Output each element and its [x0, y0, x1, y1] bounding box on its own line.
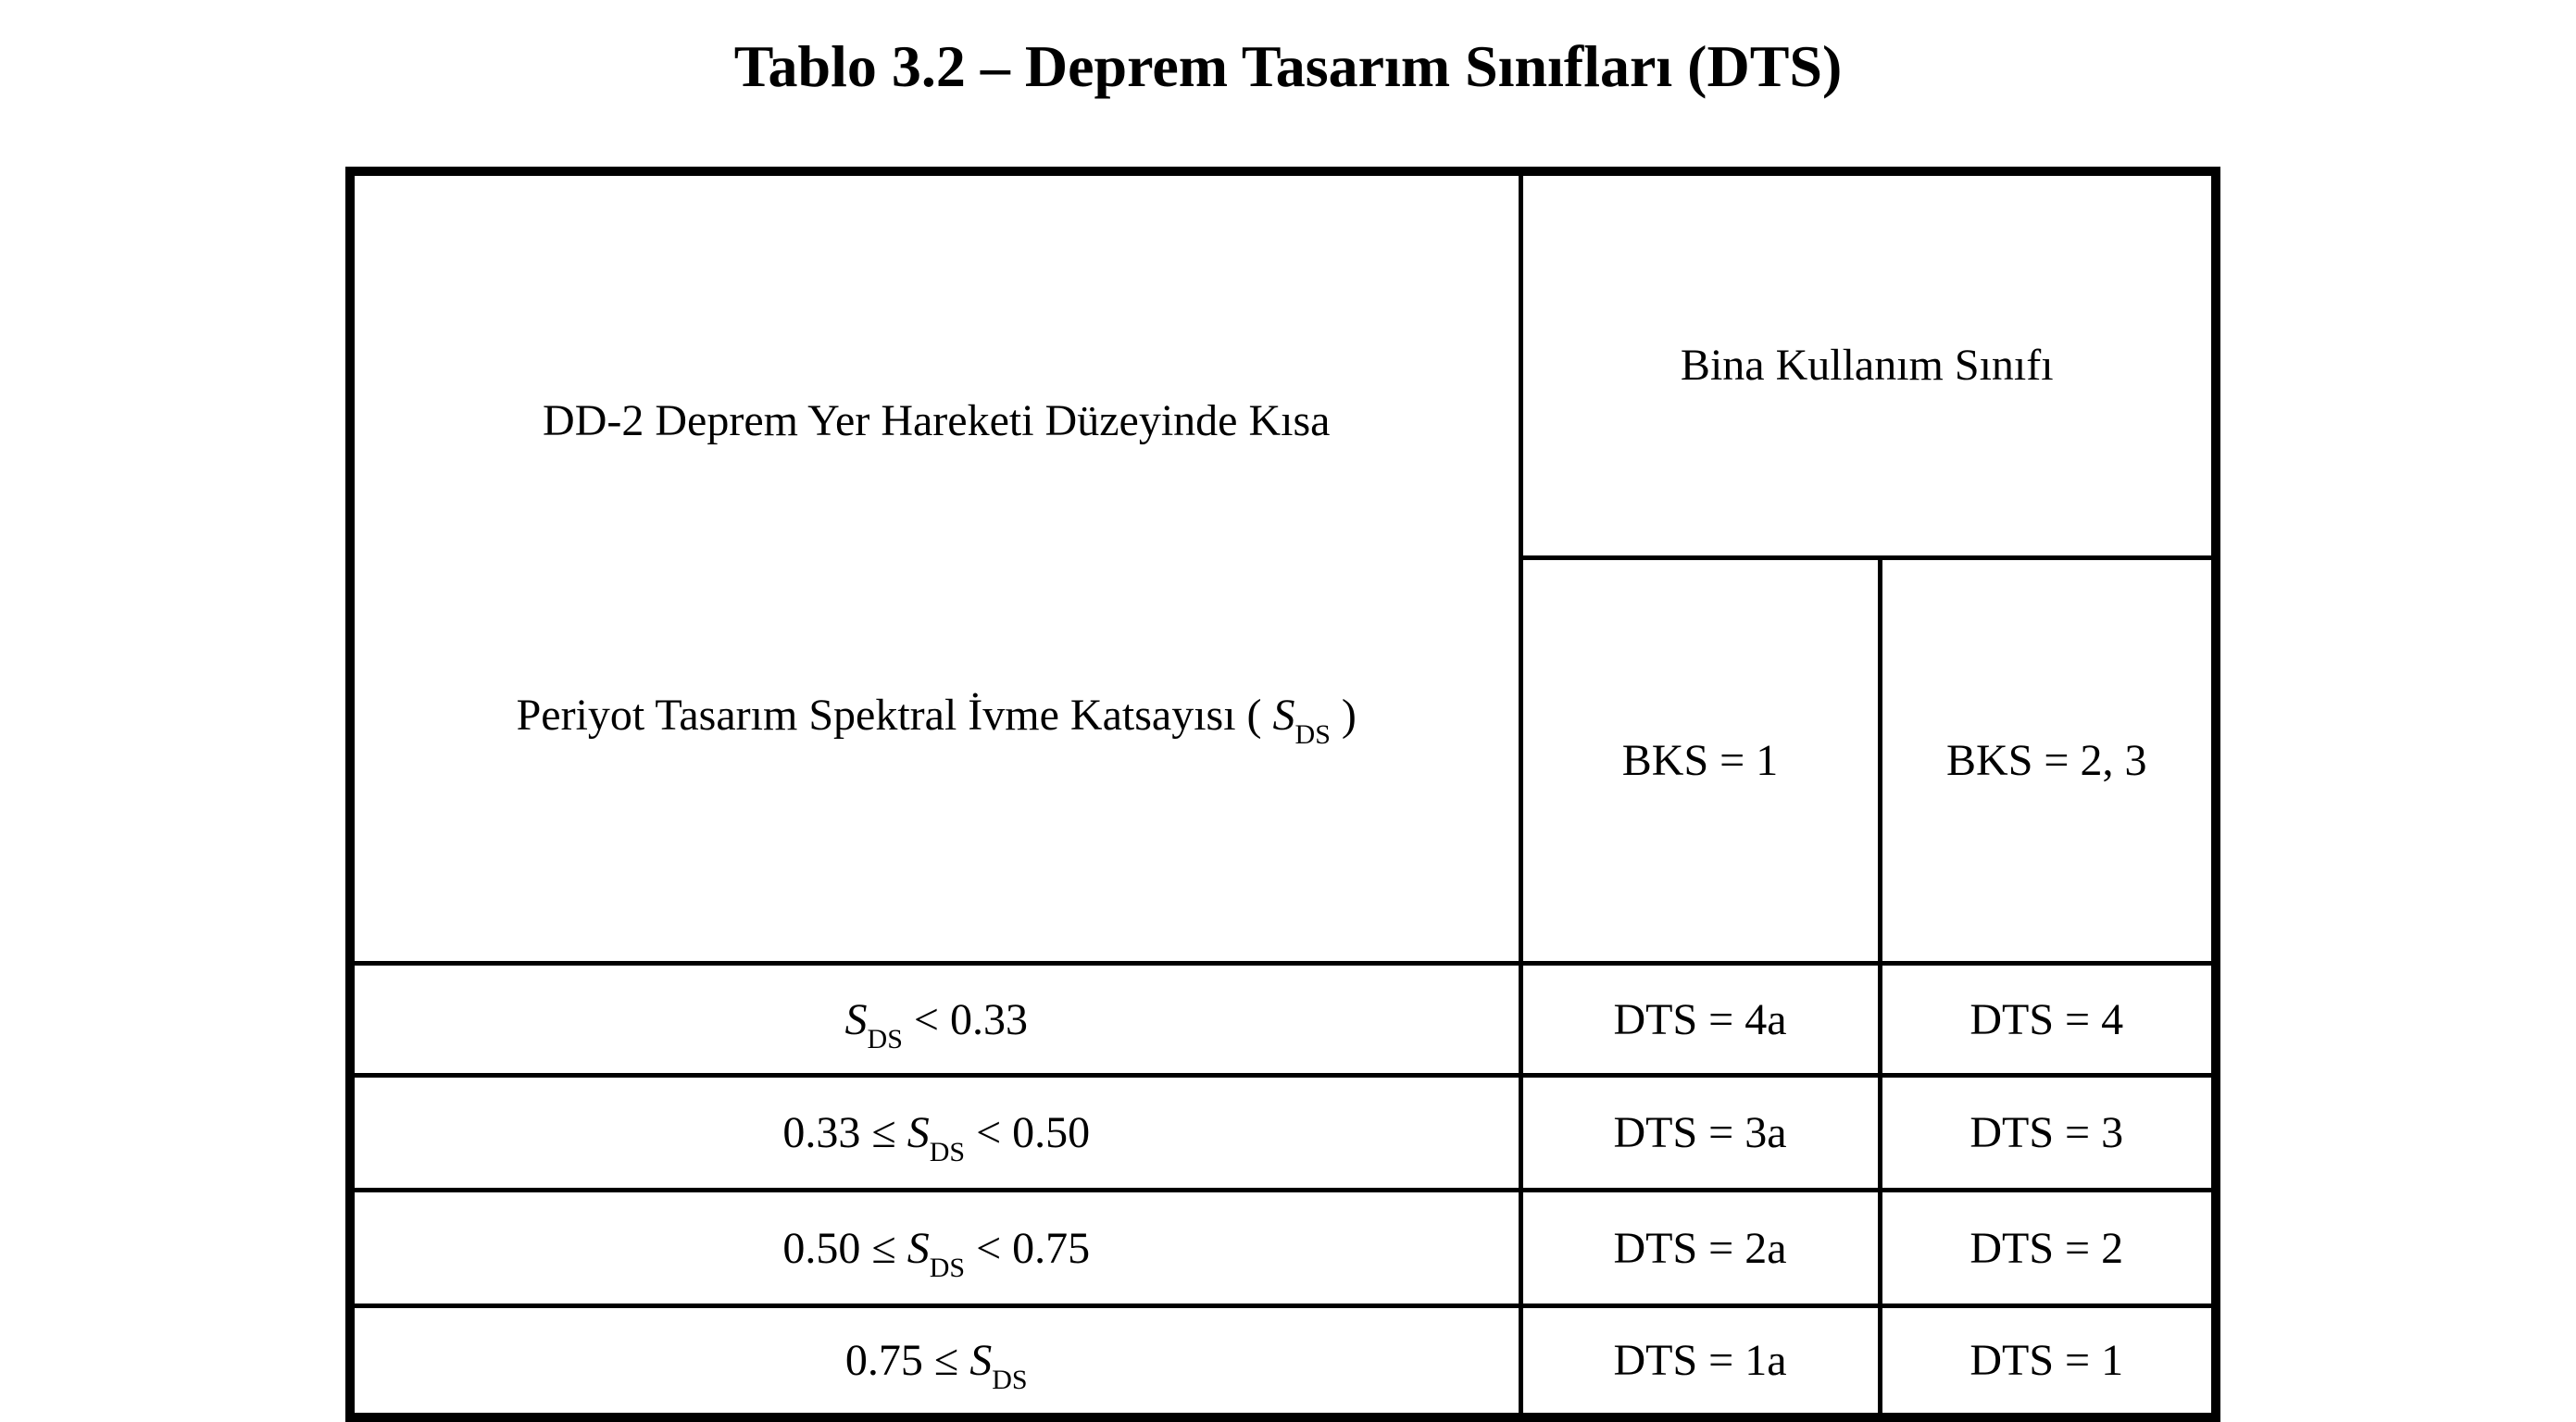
table-row — [350, 964, 2216, 1076]
header-row-group — [350, 171, 2216, 557]
condition-suffix: < 0.33 — [902, 994, 1028, 1044]
table-row — [350, 1076, 2216, 1191]
dts-cell-bks1: DTS = 2a — [1520, 1191, 1880, 1306]
dts-cell-bks23: DTS = 2 — [1880, 1191, 2216, 1306]
condition-prefix: 0.33 ≤ — [782, 1108, 907, 1157]
dts-cell-bks1: DTS = 4a — [1520, 964, 1880, 1076]
header-cell-bks-1: BKS = 1 — [1520, 557, 1880, 963]
dts-table — [345, 167, 2220, 1422]
dts-cell-bks1: DTS = 1a — [1520, 1306, 1880, 1418]
dts-cell-bks23: DTS = 4 — [1880, 964, 2216, 1076]
condition-prefix: 0.75 ≤ — [844, 1336, 970, 1385]
dts-cell-bks1: DTS = 3a — [1520, 1076, 1880, 1191]
sds-subscript: DS — [929, 1137, 966, 1167]
condition-suffix: < 0.50 — [965, 1108, 1091, 1157]
condition-cell — [350, 1306, 1520, 1418]
table-row — [350, 1191, 2216, 1306]
sds-subscript: DS — [867, 1023, 903, 1054]
condition-suffix: < 0.75 — [965, 1223, 1091, 1273]
sds-description-line1: DD-2 Deprem Yer Hareketi Düzeyinde Kısa — [543, 396, 1331, 445]
header-cell-bina-kullanim-sinifi: Bina Kullanım Sınıfı — [1520, 171, 2216, 557]
sds-symbol: S — [907, 1223, 930, 1273]
sds-subscript: DS — [992, 1365, 1028, 1395]
condition-cell — [350, 964, 1520, 1076]
sds-description-line2-close: ) — [1330, 691, 1357, 740]
sds-symbol: S — [844, 994, 868, 1044]
header-cell-bks-2-3: BKS = 2, 3 — [1880, 557, 2216, 963]
sds-subscript: DS — [1294, 719, 1331, 750]
dts-cell-bks23: DTS = 3 — [1880, 1076, 2216, 1191]
table-row — [350, 1306, 2216, 1418]
table-title: Tablo 3.2 – Deprem Tasarım Sınıfları (DTS) — [733, 33, 1843, 99]
condition-prefix: 0.50 ≤ — [782, 1223, 907, 1273]
dts-cell-bks23: DTS = 1 — [1880, 1306, 2216, 1418]
sds-symbol: S — [907, 1108, 930, 1157]
sds-symbol: S — [1272, 691, 1295, 740]
condition-cell — [350, 1191, 1520, 1306]
sds-symbol: S — [969, 1336, 993, 1385]
header-cell-sds-description — [350, 171, 1520, 964]
sds-description-line2-text: Periyot Tasarım Spektral İvme Katsayısı ( — [516, 691, 1273, 740]
condition-cell — [350, 1076, 1520, 1191]
sds-description-line2 — [364, 667, 1509, 765]
sds-subscript: DS — [929, 1252, 966, 1283]
